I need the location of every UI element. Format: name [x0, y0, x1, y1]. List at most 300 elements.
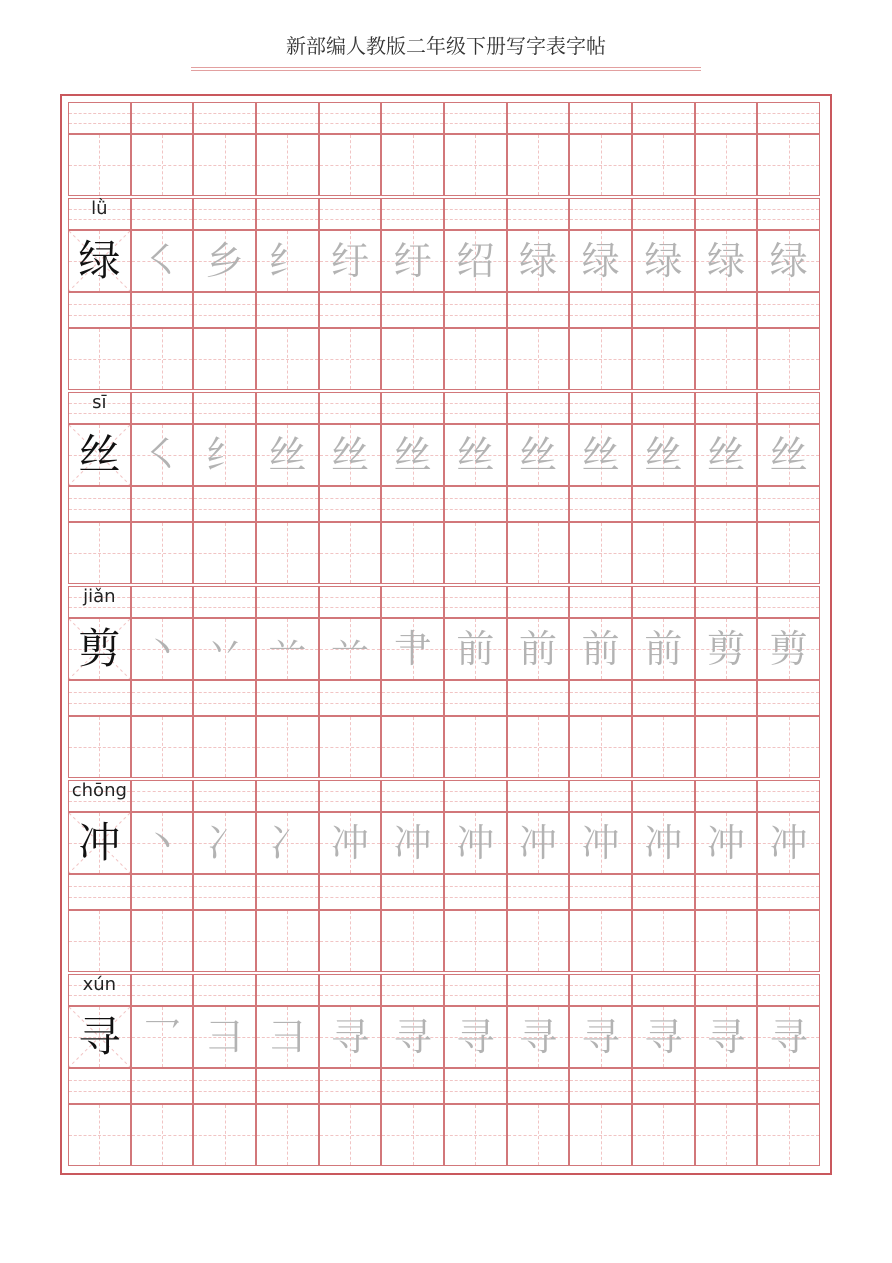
char-row — [68, 1006, 820, 1068]
guide-cell — [507, 1068, 570, 1104]
practice-cell — [256, 812, 319, 874]
practice-cell — [757, 328, 820, 390]
guide-cell — [695, 486, 758, 522]
practice-cell — [695, 618, 758, 680]
guide-cell — [569, 486, 632, 522]
trace-character: ㇛ — [142, 239, 181, 283]
pin-row — [68, 102, 820, 134]
char-row — [68, 812, 820, 874]
empty-char-row — [68, 134, 820, 196]
model-character: 剪 — [78, 624, 121, 673]
practice-cell — [444, 812, 507, 874]
guide-cell — [131, 680, 194, 716]
guide-cell — [632, 974, 695, 1006]
guide-cell — [695, 1068, 758, 1104]
practice-cell — [381, 134, 444, 196]
practice-cell — [68, 812, 131, 874]
practice-cell — [193, 812, 256, 874]
guide-cell — [256, 586, 319, 618]
practice-cell — [695, 230, 758, 292]
practice-cell — [193, 1104, 256, 1166]
practice-cell — [695, 910, 758, 972]
guide-cell — [131, 974, 194, 1006]
guide-cell — [695, 198, 758, 230]
guide-cell — [507, 586, 570, 618]
practice-cell — [68, 134, 131, 196]
guide-cell — [569, 1068, 632, 1104]
guide-cell — [632, 586, 695, 618]
trace-character: 绿 — [518, 239, 557, 283]
guide-cell — [256, 680, 319, 716]
guide-cell — [444, 486, 507, 522]
trace-character: 寻 — [456, 1015, 495, 1059]
guide-cell — [632, 392, 695, 424]
practice-cell — [319, 716, 382, 778]
practice-cell — [256, 230, 319, 292]
guide-cell — [381, 780, 444, 812]
guide-cell — [444, 680, 507, 716]
practice-cell — [68, 230, 131, 292]
guide-cell — [444, 874, 507, 910]
model-character: 冲 — [78, 818, 121, 867]
practice-cell — [507, 230, 570, 292]
practice-cell — [757, 134, 820, 196]
guide-cell — [193, 586, 256, 618]
guide-cell — [632, 1068, 695, 1104]
trace-character: 剪 — [706, 627, 745, 671]
guide-cell — [381, 392, 444, 424]
practice-cell — [632, 812, 695, 874]
guide-cell — [319, 486, 382, 522]
practice-cell — [256, 1104, 319, 1166]
guide-cell — [319, 974, 382, 1006]
guide-cell — [319, 102, 382, 134]
guide-cell — [193, 780, 256, 812]
practice-cell — [68, 424, 131, 486]
guide-cell — [569, 392, 632, 424]
guide-cell — [757, 780, 820, 812]
guide-cell — [757, 486, 820, 522]
guide-cell — [757, 198, 820, 230]
practice-cell — [757, 618, 820, 680]
trace-character: 纟 — [268, 239, 307, 283]
practice-cell — [68, 716, 131, 778]
trace-character: 纡 — [330, 239, 369, 283]
practice-cell — [444, 522, 507, 584]
guide-cell — [256, 874, 319, 910]
trace-character: 寻 — [769, 1015, 808, 1059]
practice-cell — [757, 424, 820, 486]
char-row — [68, 230, 820, 292]
guide-cell — [757, 292, 820, 328]
guide-cell — [131, 1068, 194, 1104]
practice-cell — [632, 328, 695, 390]
practice-cell — [68, 910, 131, 972]
trace-character: 冲 — [769, 821, 808, 865]
guide-cell — [319, 198, 382, 230]
guide-cell — [757, 680, 820, 716]
guide-cell — [444, 974, 507, 1006]
practice-cell — [632, 1006, 695, 1068]
guide-cell — [632, 680, 695, 716]
trace-character: 前 — [456, 627, 495, 671]
practice-cell — [319, 1104, 382, 1166]
trace-character: 丝 — [393, 433, 432, 477]
guide-cell — [507, 292, 570, 328]
guide-cell — [569, 198, 632, 230]
practice-grid — [68, 102, 820, 1168]
guide-cell — [757, 874, 820, 910]
guide-cell — [193, 292, 256, 328]
empty-char-row — [68, 522, 820, 584]
practice-cell — [131, 716, 194, 778]
guide-cell — [256, 1068, 319, 1104]
practice-cell — [381, 716, 444, 778]
trace-character: 丝 — [330, 433, 369, 477]
trace-character: 纟 — [205, 433, 244, 477]
practice-cell — [319, 1006, 382, 1068]
pin-row — [68, 392, 820, 424]
guide-cell — [193, 974, 256, 1006]
trace-character: 冲 — [518, 821, 557, 865]
practice-cell — [256, 618, 319, 680]
guide-cell — [569, 680, 632, 716]
empty-char-row — [68, 328, 820, 390]
practice-cell — [695, 716, 758, 778]
guide-cell — [256, 292, 319, 328]
practice-cell — [507, 134, 570, 196]
practice-cell — [256, 1006, 319, 1068]
trace-character: 乡 — [205, 239, 244, 283]
trace-character: 寻 — [644, 1015, 683, 1059]
guide-cell — [757, 1068, 820, 1104]
trace-character: 寻 — [393, 1015, 432, 1059]
practice-cell — [444, 910, 507, 972]
mid-row — [68, 874, 820, 910]
guide-cell — [131, 586, 194, 618]
trace-character: 冲 — [706, 821, 745, 865]
guide-cell — [319, 586, 382, 618]
practice-cell — [381, 424, 444, 486]
guide-cell — [131, 198, 194, 230]
guide-cell — [256, 392, 319, 424]
guide-cell — [757, 974, 820, 1006]
practice-cell — [757, 1006, 820, 1068]
guide-cell — [569, 292, 632, 328]
model-character: 绿 — [78, 236, 121, 285]
mid-row — [68, 1068, 820, 1104]
guide-cell — [68, 680, 131, 716]
guide-cell — [757, 392, 820, 424]
trace-character: 䒑 — [330, 627, 369, 671]
trace-character: 丝 — [581, 433, 620, 477]
practice-cell — [444, 618, 507, 680]
trace-character: 绿 — [644, 239, 683, 283]
practice-cell — [507, 812, 570, 874]
trace-character: 绍 — [456, 239, 495, 283]
guide-cell — [569, 874, 632, 910]
pin-row — [68, 974, 820, 1006]
guide-cell — [381, 586, 444, 618]
trace-character: 寻 — [330, 1015, 369, 1059]
practice-cell — [193, 424, 256, 486]
guide-cell — [193, 486, 256, 522]
trace-character: ㇛ — [142, 433, 181, 477]
practice-cell — [131, 618, 194, 680]
guide-cell — [695, 974, 758, 1006]
trace-character: 丷 — [205, 627, 244, 671]
practice-cell — [444, 1104, 507, 1166]
practice-cell — [444, 328, 507, 390]
guide-cell — [695, 102, 758, 134]
trace-character: 丝 — [268, 433, 307, 477]
trace-character: 冫 — [268, 821, 307, 865]
practice-cell — [193, 1006, 256, 1068]
practice-cell — [68, 1006, 131, 1068]
practice-cell — [757, 812, 820, 874]
guide-cell — [68, 292, 131, 328]
practice-cell — [569, 910, 632, 972]
trace-character: 冫 — [205, 821, 244, 865]
practice-cell — [131, 812, 194, 874]
trace-character: 丶 — [142, 821, 181, 865]
practice-cell — [632, 716, 695, 778]
trace-character: 彐 — [205, 1015, 244, 1059]
guide-cell — [444, 1068, 507, 1104]
guide-cell — [507, 102, 570, 134]
guide-cell — [131, 292, 194, 328]
practice-cell — [68, 522, 131, 584]
guide-cell — [256, 974, 319, 1006]
guide-cell — [68, 486, 131, 522]
practice-cell — [569, 424, 632, 486]
guide-cell — [569, 102, 632, 134]
practice-cell — [381, 328, 444, 390]
practice-cell — [193, 230, 256, 292]
practice-cell — [256, 910, 319, 972]
trace-character: 前 — [581, 627, 620, 671]
guide-cell — [507, 974, 570, 1006]
guide-cell — [381, 292, 444, 328]
guide-cell — [569, 974, 632, 1006]
practice-cell — [507, 522, 570, 584]
empty-char-row — [68, 910, 820, 972]
guide-cell — [632, 874, 695, 910]
guide-cell — [256, 780, 319, 812]
guide-cell — [632, 292, 695, 328]
practice-cell — [256, 424, 319, 486]
guide-cell — [131, 874, 194, 910]
trace-character: 绿 — [769, 239, 808, 283]
char-row — [68, 618, 820, 680]
guide-cell — [507, 680, 570, 716]
guide-cell — [695, 680, 758, 716]
guide-cell — [381, 680, 444, 716]
guide-cell — [131, 102, 194, 134]
char-block — [68, 198, 820, 392]
guide-cell — [68, 102, 131, 134]
guide-cell — [507, 392, 570, 424]
trace-character: 纡 — [393, 239, 432, 283]
trace-character: 寻 — [581, 1015, 620, 1059]
practice-cell — [695, 328, 758, 390]
practice-cell — [131, 1006, 194, 1068]
guide-cell — [381, 1068, 444, 1104]
trace-character: 肀 — [393, 627, 432, 671]
practice-cell — [695, 424, 758, 486]
pinyin-label: chōng — [71, 780, 127, 801]
practice-cell — [131, 134, 194, 196]
practice-cell — [256, 522, 319, 584]
practice-cell — [632, 1104, 695, 1166]
trace-character: 绿 — [581, 239, 620, 283]
guide-cell — [319, 392, 382, 424]
practice-cell — [381, 1006, 444, 1068]
guide-cell — [256, 198, 319, 230]
practice-cell — [193, 716, 256, 778]
practice-cell — [193, 134, 256, 196]
practice-cell — [569, 1104, 632, 1166]
guide-cell — [444, 780, 507, 812]
trace-character: 䒑 — [268, 627, 307, 671]
practice-cell — [757, 522, 820, 584]
trace-character: 绿 — [706, 239, 745, 283]
practice-cell — [319, 424, 382, 486]
guide-cell — [632, 102, 695, 134]
practice-cell — [569, 1006, 632, 1068]
guide-cell — [68, 1068, 131, 1104]
model-character: 丝 — [78, 430, 121, 479]
practice-cell — [444, 424, 507, 486]
practice-cell — [381, 522, 444, 584]
trace-character: 冲 — [330, 821, 369, 865]
practice-cell — [569, 230, 632, 292]
guide-cell — [131, 392, 194, 424]
practice-cell — [569, 618, 632, 680]
empty-char-row — [68, 716, 820, 778]
practice-cell — [319, 910, 382, 972]
trace-character: 前 — [518, 627, 557, 671]
practice-cell — [695, 522, 758, 584]
practice-cell — [757, 1104, 820, 1166]
practice-cell — [757, 910, 820, 972]
guide-cell — [319, 1068, 382, 1104]
guide-cell — [444, 102, 507, 134]
practice-cell — [632, 618, 695, 680]
guide-cell — [256, 486, 319, 522]
guide-cell — [632, 198, 695, 230]
practice-cell — [569, 522, 632, 584]
pinyin-label: lǜ — [91, 198, 108, 219]
practice-cell — [319, 812, 382, 874]
practice-cell — [632, 910, 695, 972]
char-block — [68, 974, 820, 1168]
mid-row — [68, 486, 820, 522]
guide-cell — [193, 680, 256, 716]
guide-cell — [131, 780, 194, 812]
practice-cell — [68, 1104, 131, 1166]
practice-cell — [444, 230, 507, 292]
pinyin-label: jiǎn — [83, 586, 116, 607]
practice-cell — [757, 716, 820, 778]
guide-cell — [444, 292, 507, 328]
guide-cell — [569, 780, 632, 812]
practice-cell — [695, 134, 758, 196]
practice-cell — [695, 1006, 758, 1068]
guide-cell — [193, 198, 256, 230]
practice-cell — [381, 230, 444, 292]
practice-cell — [256, 328, 319, 390]
guide-cell — [444, 392, 507, 424]
trace-character: 冲 — [393, 821, 432, 865]
guide-cell — [381, 486, 444, 522]
guide-cell — [507, 486, 570, 522]
guide-cell — [507, 198, 570, 230]
trace-character: 剪 — [769, 627, 808, 671]
practice-cell — [632, 230, 695, 292]
page-title: 新部编人教版二年级下册写字表字帖 — [286, 34, 606, 58]
practice-cell — [381, 618, 444, 680]
trace-character: 丝 — [706, 433, 745, 477]
trace-character: 丶 — [142, 627, 181, 671]
trace-character: 丝 — [518, 433, 557, 477]
practice-cell — [507, 618, 570, 680]
title-underline — [191, 67, 701, 72]
guide-cell — [695, 586, 758, 618]
guide-cell — [569, 586, 632, 618]
guide-cell — [507, 874, 570, 910]
trace-character: 寻 — [518, 1015, 557, 1059]
char-row — [68, 424, 820, 486]
trace-character: 彐 — [268, 1015, 307, 1059]
practice-cell — [632, 134, 695, 196]
char-block — [68, 392, 820, 586]
practice-cell — [632, 522, 695, 584]
practice-cell — [131, 328, 194, 390]
guide-cell — [381, 102, 444, 134]
practice-cell — [131, 1104, 194, 1166]
practice-cell — [569, 812, 632, 874]
guide-cell — [193, 102, 256, 134]
guide-cell — [381, 974, 444, 1006]
practice-cell — [507, 328, 570, 390]
practice-cell — [695, 812, 758, 874]
practice-cell — [507, 424, 570, 486]
guide-cell — [193, 392, 256, 424]
practice-cell — [319, 230, 382, 292]
guide-cell — [507, 780, 570, 812]
guide-cell — [632, 780, 695, 812]
empty-char-row — [68, 1104, 820, 1166]
mid-row — [68, 292, 820, 328]
practice-cell — [193, 328, 256, 390]
practice-cell — [131, 522, 194, 584]
guide-cell — [193, 874, 256, 910]
pinyin-label: sī — [92, 392, 107, 413]
pin-row — [68, 780, 820, 812]
practice-cell — [444, 716, 507, 778]
pin-row — [68, 586, 820, 618]
practice-cell — [507, 716, 570, 778]
trace-character: 前 — [644, 627, 683, 671]
practice-cell — [632, 424, 695, 486]
practice-cell — [757, 230, 820, 292]
practice-cell — [569, 328, 632, 390]
practice-cell — [256, 716, 319, 778]
guide-cell — [444, 586, 507, 618]
practice-cell — [507, 910, 570, 972]
guide-cell — [319, 780, 382, 812]
